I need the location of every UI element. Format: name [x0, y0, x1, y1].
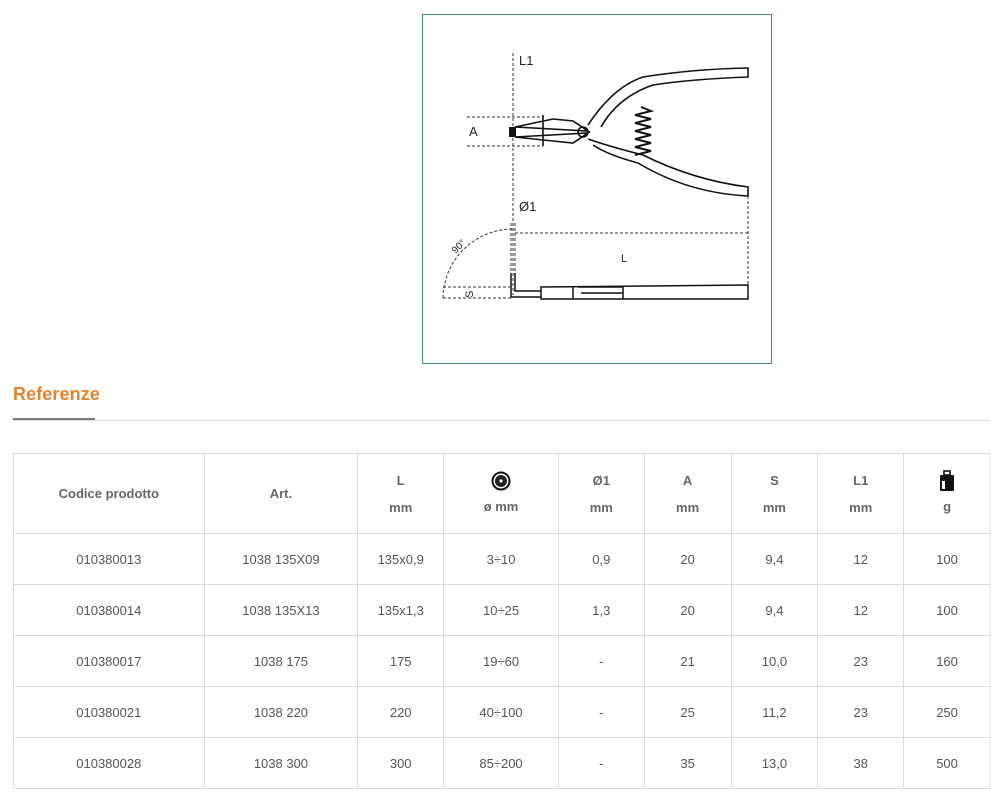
- table-row: [14, 534, 991, 585]
- angle-label: 90°: [449, 237, 469, 257]
- col-header-code: Codice prodotto: [14, 454, 205, 534]
- cell-l1: 23: [818, 636, 904, 687]
- l1-label: L1: [519, 53, 534, 68]
- col-header-d1: Ø1 mm: [558, 454, 644, 534]
- table-row: [14, 585, 991, 636]
- pliers-diagram: [423, 15, 771, 363]
- col-header-s: S mm: [731, 454, 818, 534]
- cell-l: 175: [358, 636, 444, 687]
- weight-icon: [904, 467, 990, 493]
- l-label: L: [621, 253, 628, 265]
- cell-s: 9,4: [731, 534, 818, 585]
- cell-l: 135x1,3: [358, 585, 444, 636]
- spring: [635, 107, 651, 155]
- d1-label: Ø1: [519, 199, 537, 214]
- cell-weight: 250: [904, 687, 991, 738]
- references-table: [13, 453, 991, 789]
- cell-weight: 160: [904, 636, 991, 687]
- section-divider: [13, 420, 991, 421]
- cell-ring-diameter: 40÷100: [444, 687, 559, 738]
- cell-l1: 12: [818, 534, 904, 585]
- cell-l: 300: [358, 738, 444, 789]
- cell-a: 21: [644, 636, 731, 687]
- technical-drawing: [422, 14, 772, 364]
- ring-diameter-icon: [444, 467, 558, 493]
- table-row: [14, 738, 991, 789]
- pliers-side-view: [511, 273, 748, 299]
- cell-l1: 12: [818, 585, 904, 636]
- col-header-ring-diameter: ø mm: [444, 454, 559, 534]
- cell-l1: 23: [818, 687, 904, 738]
- cell-code: 010380021: [14, 687, 205, 738]
- section-title: Referenze: [13, 384, 100, 404]
- cell-a: 25: [644, 687, 731, 738]
- pliers-top-view: [515, 68, 748, 196]
- cell-d1: -: [558, 636, 644, 687]
- cell-a: 20: [644, 585, 731, 636]
- cell-art: 1038 175: [204, 636, 358, 687]
- cell-art: 1038 220: [204, 687, 358, 738]
- angle-arc: [443, 229, 513, 298]
- cell-s: 9,4: [731, 585, 818, 636]
- cell-d1: -: [558, 687, 644, 738]
- cell-a: 20: [644, 534, 731, 585]
- col-header-l: L mm: [358, 454, 444, 534]
- cell-weight: 100: [904, 534, 991, 585]
- cell-ring-diameter: 19÷60: [444, 636, 559, 687]
- cell-code: 010380028: [14, 738, 205, 789]
- cell-l: 135x0,9: [358, 534, 444, 585]
- col-header-l1: L1 mm: [818, 454, 904, 534]
- cell-s: 10,0: [731, 636, 818, 687]
- table-header-row: [14, 454, 991, 534]
- cell-l1: 38: [818, 738, 904, 789]
- cell-code: 010380013: [14, 534, 205, 585]
- cell-code: 010380014: [14, 585, 205, 636]
- cell-art: 1038 135X09: [204, 534, 358, 585]
- cell-a: 35: [644, 738, 731, 789]
- cell-weight: 500: [904, 738, 991, 789]
- cell-ring-diameter: 85÷200: [444, 738, 559, 789]
- cell-s: 11,2: [731, 687, 818, 738]
- cell-d1: -: [558, 738, 644, 789]
- cell-d1: 1,3: [558, 585, 644, 636]
- a-label: A: [469, 124, 478, 139]
- cell-code: 010380017: [14, 636, 205, 687]
- cell-s: 13,0: [731, 738, 818, 789]
- cell-ring-diameter: 3÷10: [444, 534, 559, 585]
- col-header-a: A mm: [644, 454, 731, 534]
- cell-l: 220: [358, 687, 444, 738]
- table-row: [14, 636, 991, 687]
- col-header-weight: g: [904, 454, 991, 534]
- table-row: [14, 687, 991, 738]
- cell-art: 1038 300: [204, 738, 358, 789]
- col-header-art: Art.: [204, 454, 358, 534]
- cell-ring-diameter: 10÷25: [444, 585, 559, 636]
- cell-d1: 0,9: [558, 534, 644, 585]
- tip-mark: [509, 127, 516, 137]
- cell-art: 1038 135X13: [204, 585, 358, 636]
- cell-weight: 100: [904, 585, 991, 636]
- s-label: S: [464, 290, 476, 298]
